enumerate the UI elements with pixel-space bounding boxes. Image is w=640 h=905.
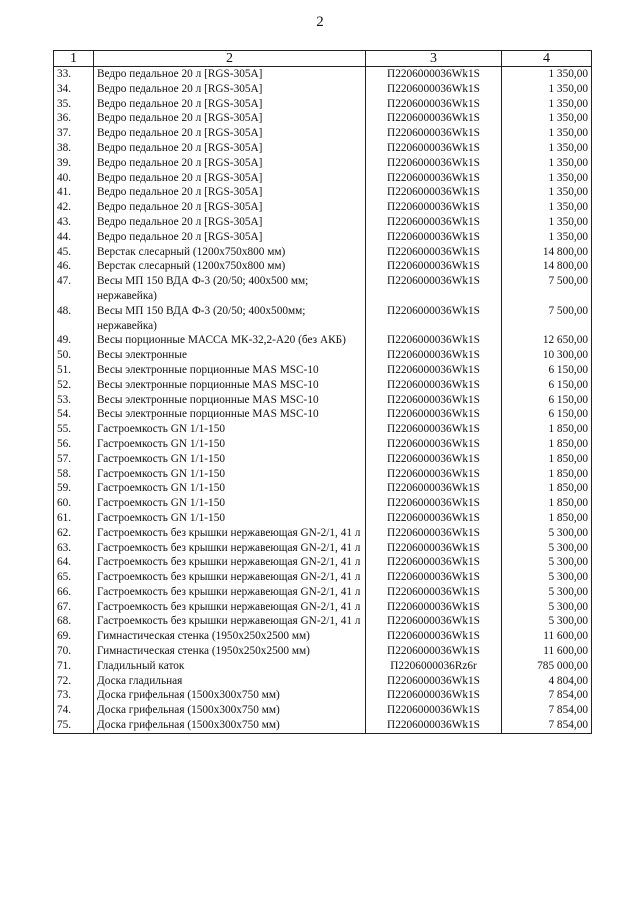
row-number: 63.: [54, 541, 94, 556]
table-row: [54, 378, 592, 393]
item-price: 1 350,00: [502, 171, 592, 186]
inventory-table: [53, 50, 592, 734]
item-price: 14 800,00: [502, 259, 592, 274]
table-row: [54, 570, 592, 585]
item-price: 1 850,00: [502, 452, 592, 467]
inventory-code: П2206000036Wk1S: [366, 259, 502, 274]
table-row: [54, 304, 592, 334]
item-name: Гастроемкость GN 1/1-150: [94, 481, 366, 496]
item-price: 1 350,00: [502, 126, 592, 141]
inventory-code: П2206000036Wk1S: [366, 437, 502, 452]
inventory-code: П2206000036Wk1S: [366, 511, 502, 526]
row-number: 43.: [54, 215, 94, 230]
inventory-code: П2206000036Wk1S: [366, 245, 502, 260]
table-row: [54, 245, 592, 260]
inventory-code: П2206000036Wk1S: [366, 141, 502, 156]
inventory-code: П2206000036Wk1S: [366, 67, 502, 82]
inventory-code: П2206000036Wk1S: [366, 629, 502, 644]
item-price: 1 350,00: [502, 215, 592, 230]
table-row: [54, 215, 592, 230]
row-number: 62.: [54, 526, 94, 541]
item-price: 14 800,00: [502, 245, 592, 260]
inventory-code: П2206000036Wk1S: [366, 97, 502, 112]
row-number: 36.: [54, 111, 94, 126]
item-name: Гастроемкость без крышки нержавеющая GN-2/1, 41 л: [94, 526, 366, 541]
table-row: [54, 185, 592, 200]
item-price: 1 350,00: [502, 141, 592, 156]
table-row: [54, 141, 592, 156]
row-number: 37.: [54, 126, 94, 141]
item-name: Ведро педальное 20 л [RGS-305A]: [94, 67, 366, 82]
inventory-code: П2206000036Wk1S: [366, 600, 502, 615]
row-number: 57.: [54, 452, 94, 467]
item-price: 7 854,00: [502, 688, 592, 703]
table-body: [54, 67, 592, 734]
column-header-code: 3: [366, 51, 502, 67]
item-price: 1 350,00: [502, 111, 592, 126]
item-name: Гастроемкость GN 1/1-150: [94, 496, 366, 511]
row-number: 61.: [54, 511, 94, 526]
row-number: 56.: [54, 437, 94, 452]
row-number: 65.: [54, 570, 94, 585]
table-row: [54, 467, 592, 482]
item-name: Гастроемкость без крышки нержавеющая GN-2/1, 41 л: [94, 585, 366, 600]
item-name: Гастроемкость GN 1/1-150: [94, 467, 366, 482]
item-price: 5 300,00: [502, 570, 592, 585]
item-price: 7 500,00: [502, 304, 592, 334]
item-price: 5 300,00: [502, 526, 592, 541]
item-name: Доска грифельная (1500x300x750 мм): [94, 688, 366, 703]
inventory-code: П2206000036Wk1S: [366, 555, 502, 570]
item-price: 1 350,00: [502, 200, 592, 215]
table-row: [54, 259, 592, 274]
table-row: [54, 541, 592, 556]
table-row: [54, 111, 592, 126]
table-row: [54, 644, 592, 659]
table-row: [54, 555, 592, 570]
item-name: Гастроемкость без крышки нержавеющая GN-2/1, 41 л: [94, 555, 366, 570]
item-name: Весы электронные порционные MAS MSC-10: [94, 378, 366, 393]
inventory-code: П2206000036Wk1S: [366, 82, 502, 97]
table-row: [54, 629, 592, 644]
inventory-code: П2206000036Wk1S: [366, 274, 502, 304]
inventory-code: П2206000036Wk1S: [366, 393, 502, 408]
item-price: 1 850,00: [502, 437, 592, 452]
inventory-code: П2206000036Wk1S: [366, 467, 502, 482]
inventory-code: П2206000036Wk1S: [366, 171, 502, 186]
item-name: Верстак слесарный (1200x750x800 мм): [94, 245, 366, 260]
item-price: 1 350,00: [502, 156, 592, 171]
item-price: 1 350,00: [502, 82, 592, 97]
item-name: Весы электронные порционные MAS MSC-10: [94, 363, 366, 378]
table-row: [54, 511, 592, 526]
item-price: 7 500,00: [502, 274, 592, 304]
item-price: 1 350,00: [502, 97, 592, 112]
row-number: 41.: [54, 185, 94, 200]
row-number: 68.: [54, 614, 94, 629]
inventory-code: П2206000036Wk1S: [366, 378, 502, 393]
table-row: [54, 97, 592, 112]
table-row: [54, 688, 592, 703]
item-price: 7 854,00: [502, 718, 592, 733]
row-number: 53.: [54, 393, 94, 408]
item-price: 1 850,00: [502, 422, 592, 437]
table-row: [54, 703, 592, 718]
item-name: Ведро педальное 20 л [RGS-305A]: [94, 215, 366, 230]
item-name: Ведро педальное 20 л [RGS-305A]: [94, 111, 366, 126]
table-row: [54, 393, 592, 408]
inventory-code: П2206000036Wk1S: [366, 200, 502, 215]
item-price: 1 850,00: [502, 496, 592, 511]
item-price: 1 850,00: [502, 511, 592, 526]
item-price: 6 150,00: [502, 363, 592, 378]
item-name: Гастроемкость без крышки нержавеющая GN-2/1, 41 л: [94, 614, 366, 629]
table-row: [54, 659, 592, 674]
item-name: Доска гладильная: [94, 674, 366, 689]
table-row: [54, 126, 592, 141]
row-number: 64.: [54, 555, 94, 570]
item-name: Гастроемкость без крышки нержавеющая GN-2/1, 41 л: [94, 570, 366, 585]
item-name: Ведро педальное 20 л [RGS-305A]: [94, 97, 366, 112]
row-number: 54.: [54, 407, 94, 422]
item-price: 1 850,00: [502, 481, 592, 496]
table-row: [54, 422, 592, 437]
column-header-number: 1: [54, 51, 94, 67]
inventory-code: П2206000036Wk1S: [366, 156, 502, 171]
table-row: [54, 171, 592, 186]
row-number: 67.: [54, 600, 94, 615]
item-price: 1 850,00: [502, 467, 592, 482]
inventory-code: П2206000036Wk1S: [366, 541, 502, 556]
row-number: 69.: [54, 629, 94, 644]
item-name: Гастроемкость GN 1/1-150: [94, 511, 366, 526]
item-price: 10 300,00: [502, 348, 592, 363]
item-price: 1 350,00: [502, 185, 592, 200]
row-number: 39.: [54, 156, 94, 171]
table-row: [54, 363, 592, 378]
item-name: Ведро педальное 20 л [RGS-305A]: [94, 141, 366, 156]
row-number: 58.: [54, 467, 94, 482]
inventory-code: П2206000036Wk1S: [366, 570, 502, 585]
inventory-code: П2206000036Wk1S: [366, 496, 502, 511]
row-number: 45.: [54, 245, 94, 260]
table-row: [54, 674, 592, 689]
item-name: Весы электронные порционные MAS MSC-10: [94, 407, 366, 422]
table-row: [54, 82, 592, 97]
inventory-code: П2206000036Wk1S: [366, 230, 502, 245]
inventory-code: П2206000036Wk1S: [366, 688, 502, 703]
table-row: [54, 333, 592, 348]
item-name: Весы МП 150 ВДА Ф-3 (20/50; 400x500 мм; нержавейка): [94, 274, 366, 304]
item-name: Весы электронные порционные MAS MSC-10: [94, 393, 366, 408]
item-name: Гимнастическая стенка (1950x250x2500 мм): [94, 629, 366, 644]
table-row: [54, 200, 592, 215]
row-number: 34.: [54, 82, 94, 97]
item-name: Верстак слесарный (1200x750x800 мм): [94, 259, 366, 274]
item-name: Весы электронные: [94, 348, 366, 363]
table-row: [54, 600, 592, 615]
table-row: [54, 156, 592, 171]
table-row: [54, 437, 592, 452]
table-row: [54, 407, 592, 422]
item-name: Гастроемкость GN 1/1-150: [94, 422, 366, 437]
row-number: 59.: [54, 481, 94, 496]
row-number: 48.: [54, 304, 94, 334]
item-name: Гастроемкость GN 1/1-150: [94, 437, 366, 452]
item-price: 5 300,00: [502, 555, 592, 570]
item-price: 12 650,00: [502, 333, 592, 348]
item-price: 6 150,00: [502, 407, 592, 422]
row-number: 60.: [54, 496, 94, 511]
inventory-code: П2206000036Wk1S: [366, 348, 502, 363]
row-number: 72.: [54, 674, 94, 689]
item-price: 5 300,00: [502, 585, 592, 600]
inventory-code: П2206000036Wk1S: [366, 126, 502, 141]
item-price: 4 804,00: [502, 674, 592, 689]
inventory-code: П2206000036Wk1S: [366, 526, 502, 541]
column-header-price: 4: [502, 51, 592, 67]
inventory-code: П2206000036Wk1S: [366, 111, 502, 126]
row-number: 74.: [54, 703, 94, 718]
item-price: 5 300,00: [502, 614, 592, 629]
column-header-name: 2: [94, 51, 366, 67]
item-name: Ведро педальное 20 л [RGS-305A]: [94, 126, 366, 141]
item-name: Весы порционные МАССА МК-32,2-А20 (без АКБ): [94, 333, 366, 348]
table-row: [54, 67, 592, 82]
row-number: 44.: [54, 230, 94, 245]
inventory-code: П2206000036Wk1S: [366, 422, 502, 437]
item-name: Ведро педальное 20 л [RGS-305A]: [94, 200, 366, 215]
inventory-code: П2206000036Wk1S: [366, 215, 502, 230]
table-row: [54, 526, 592, 541]
inventory-code: П2206000036Wk1S: [366, 585, 502, 600]
row-number: 40.: [54, 171, 94, 186]
item-name: Гастроемкость без крышки нержавеющая GN-2/1, 41 л: [94, 541, 366, 556]
inventory-code: П2206000036Wk1S: [366, 644, 502, 659]
row-number: 75.: [54, 718, 94, 733]
inventory-code: П2206000036Wk1S: [366, 333, 502, 348]
item-price: 6 150,00: [502, 393, 592, 408]
row-number: 35.: [54, 97, 94, 112]
item-price: 7 854,00: [502, 703, 592, 718]
item-name: Ведро педальное 20 л [RGS-305A]: [94, 230, 366, 245]
inventory-code: П2206000036Wk1S: [366, 614, 502, 629]
item-name: Ведро педальное 20 л [RGS-305A]: [94, 82, 366, 97]
item-name: Ведро педальное 20 л [RGS-305A]: [94, 185, 366, 200]
row-number: 46.: [54, 259, 94, 274]
inventory-code: П2206000036Wk1S: [366, 674, 502, 689]
inventory-code: П2206000036Wk1S: [366, 363, 502, 378]
row-number: 71.: [54, 659, 94, 674]
row-number: 42.: [54, 200, 94, 215]
item-name: Гастроемкость без крышки нержавеющая GN-2/1, 41 л: [94, 600, 366, 615]
inventory-code: П2206000036Rz6r: [366, 659, 502, 674]
item-price: 5 300,00: [502, 600, 592, 615]
item-name: Гимнастическая стенка (1950x250x2500 мм): [94, 644, 366, 659]
item-price: 785 000,00: [502, 659, 592, 674]
item-name: Доска грифельная (1500x300x750 мм): [94, 718, 366, 733]
item-name: Весы МП 150 ВДА Ф-3 (20/50; 400x500мм; нержавейка): [94, 304, 366, 334]
row-number: 66.: [54, 585, 94, 600]
row-number: 55.: [54, 422, 94, 437]
table-row: [54, 230, 592, 245]
row-number: 73.: [54, 688, 94, 703]
table-row: [54, 614, 592, 629]
row-number: 50.: [54, 348, 94, 363]
item-price: 1 350,00: [502, 230, 592, 245]
inventory-code: П2206000036Wk1S: [366, 185, 502, 200]
item-name: Ведро педальное 20 л [RGS-305A]: [94, 171, 366, 186]
row-number: 70.: [54, 644, 94, 659]
row-number: 52.: [54, 378, 94, 393]
row-number: 51.: [54, 363, 94, 378]
item-name: Гладильный каток: [94, 659, 366, 674]
item-name: Ведро педальное 20 л [RGS-305A]: [94, 156, 366, 171]
table-row: [54, 718, 592, 733]
table-row: [54, 496, 592, 511]
item-price: 11 600,00: [502, 644, 592, 659]
item-price: 5 300,00: [502, 541, 592, 556]
table-row: [54, 274, 592, 304]
inventory-code: П2206000036Wk1S: [366, 452, 502, 467]
inventory-code: П2206000036Wk1S: [366, 718, 502, 733]
item-name: Доска грифельная (1500x300x750 мм): [94, 703, 366, 718]
page-number: 2: [316, 14, 324, 30]
inventory-code: П2206000036Wk1S: [366, 703, 502, 718]
table-row: [54, 348, 592, 363]
row-number: 49.: [54, 333, 94, 348]
item-price: 1 350,00: [502, 67, 592, 82]
row-number: 38.: [54, 141, 94, 156]
inventory-code: П2206000036Wk1S: [366, 481, 502, 496]
table-row: [54, 481, 592, 496]
table-row: [54, 452, 592, 467]
inventory-code: П2206000036Wk1S: [366, 407, 502, 422]
item-name: Гастроемкость GN 1/1-150: [94, 452, 366, 467]
row-number: 47.: [54, 274, 94, 304]
inventory-code: П2206000036Wk1S: [366, 304, 502, 334]
table-header-row: [54, 51, 592, 67]
row-number: 33.: [54, 67, 94, 82]
item-price: 11 600,00: [502, 629, 592, 644]
table-row: [54, 585, 592, 600]
item-price: 6 150,00: [502, 378, 592, 393]
